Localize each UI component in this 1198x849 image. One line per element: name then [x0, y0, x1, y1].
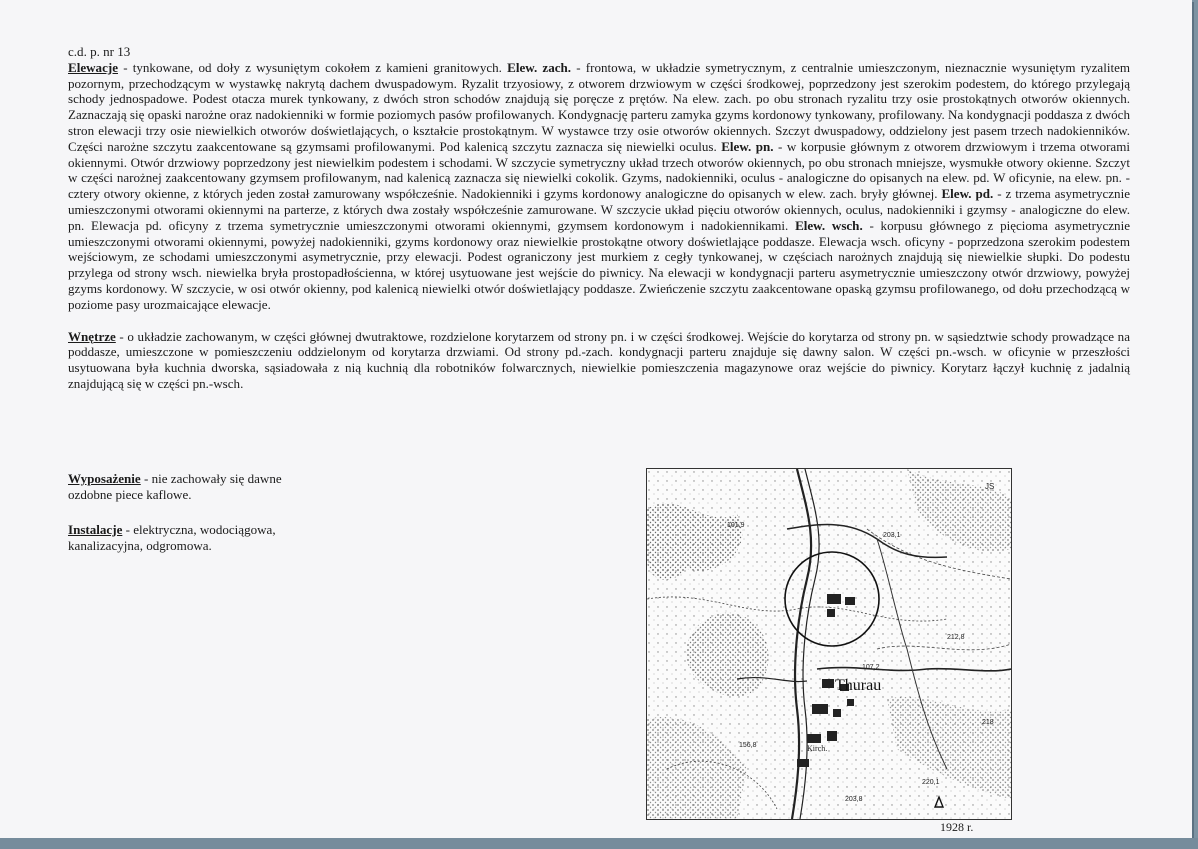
- elewacje-text-4: - z trzema asymetrycznie umieszczonymi otworami okiennymi na parterze, z których dwa zostały współcześnie zamurowane. W szczycie układ pięciu otworów okiennych, oculus, nadokienniki i gzymsy - analogiczne do elew. pn. Elewacja pd. oficyny z trzema symetrycznie umieszczonymi otworami okiennymi, gzymsem kordonowym i nadokiennikami.: [68, 186, 1130, 233]
- reference-line: c.d. p. nr 13: [68, 44, 131, 59]
- elewacje-text-3: - w korpusie głównym z otworem drzwiowym i trzema otworami okiennymi. Otwór drzwiowy poprzedzony jest niewielkim podestem i schodami. W szczycie symetryczny układ trzech otworów okiennych, po obu stronach mniejsze, wysmukłe otwory okienne. Szczyt w części narożnej zaakcentowany gzymsem profilowanym, nad kalenicą zaznacza się niewielki cokolik. Gzyms, nadokienniki, oculus - analogiczne do opisanych na elew. pd. W oficynie, na elew. pn. - cztery otwory okienne, z których jeden został zamurowany współcześnie. Nadokienniki i gzyms kordonowy analogiczne do opisanych w elew. zach. bryły głównej.: [68, 138, 1130, 202]
- map-drawing: [647, 469, 1011, 819]
- elew-pd-label: Elew. pd.: [941, 186, 994, 202]
- elewacje-text-2: - frontowa, w układzie symetrycznym, z centralnie umieszczonym, nieznacznie wysuniętym ryzalitem pozornym, przechodzącym w wystawkę nakrytą dachem dwuspadowym. Ryzalit trzyosiowy, z otworem drzwiowym w części środkowej, poprzedzony jest szerokim podestem, do którego przylegają schody jednospadowe. Podest otacza murek tynkowany, z dwóch stron schodów znajdują się poręcze z prętów. Na elew. zach. po obu stronach ryzalitu trzy osie prostokątnych otworów okiennych. Zaznaczają się opaski narożne oraz nadokienniki w formie poziomych pasów profilowanych. Kondygnację parteru zamyka gzyms kordonowy tynkowany, profilowany. Na kondygnacji poddasza z dwóch stron elewacji trzy osie niewielkich otworów doświetlających, o kształcie prostokątnym. W wystawce trzy osie otworów okiennych. Szczyt dwuspadowy, oddzielony jest pasem trzech nadokienników. Części narożne szczytu zaakcentowane są gzymsami profilowanymi. Pod kalenicą szczytu zaznacza się niewielki oculus.: [68, 59, 1131, 154]
- map-place-label: Thurau: [835, 677, 882, 694]
- map-caption: 1928 r.: [940, 820, 974, 834]
- instalacje-block: [68, 522, 328, 554]
- map-label: 107,2: [862, 664, 880, 671]
- elewacje-text-5: - korpusu głównego z pięcioma asymetrycznie umieszczonymi otworami okiennymi, powyżej nadokienniki, gzyms kordonowy oraz niewielkie prostokątne otwory doświetlające poddasze. Elewacja wsch. oficyny - poprzedzona szerokim podestem wejściowym, ze schodami umieszczonymi asymetrycznie, przy elewacji. Podest ograniczony jest murkiem z cegły tynkowanej, w częściach narożnych znajdują się niewielkie słupki. Do podestu przylega od strony wsch. niewielka bryła prostopadłościenna, w której usytuowane jest wejście do piwnicy. Na elewacji w kondygnacji parteru asymetrycznie umieszczony otwór drzwiowy, powyżej gzyms kordonowy. W szczycie, w osi otwór okienny, pod kalenicą niewielki otwór doświetlający poddasze. Zwieńczenie szczytu zaakcentowane opaską gzymsu profilowanego, od dołu przechodzącą w poziome pasy urozmaicające elewacje.: [68, 217, 1130, 312]
- wnetrze-heading: Wnętrze: [68, 328, 116, 344]
- historical-map: [646, 468, 1012, 820]
- wyposazenie-heading: Wyposażenie: [68, 471, 141, 486]
- wyposazenie-block: [68, 471, 328, 503]
- scan-background-strip: [0, 838, 1198, 849]
- elew-zach-label: Elew. zach.: [507, 59, 572, 75]
- map-label: 203,8: [845, 796, 863, 803]
- map-label: 203,1: [883, 532, 901, 539]
- elewacje-paragraph: [68, 60, 1130, 313]
- elewacje-text-1: - tynkowane, od doły z wysuniętym cokołem z kamieni granitowych.: [118, 59, 508, 75]
- instalacje-line-2: kanalizacyjna, odgromowa.: [68, 537, 212, 553]
- map-label: 156,8: [739, 742, 757, 749]
- instalacje-line-1: - elektryczna, wodociągowa,: [122, 522, 276, 537]
- main-text: [68, 44, 1130, 392]
- map-label: 101,9: [727, 522, 745, 529]
- map-label: 218: [982, 719, 994, 726]
- wnetrze-text: - o układzie zachowanym, w części głównej dwutraktowe, rozdzielone korytarzem od strony pn. i w części środkowej. Wejście do korytarza od strony pn. w sąsiedztwie schody prowadzące na poddasze, umieszczone w pomieszczeniu oddzielonym od korytarza drzwiami. Od strony pd.-zach. kondygnacji parteru znajduje się dawny salon. W części pn.-wsch. w oficynie w przeszłości usytuowana była kuchnia dworska, sąsiadowała z nią kuchnią dla robotników folwarcznych, niewielkie pomieszczenia magazynowe oraz wejście do piwnicy. Korytarz łączył kuchnię z jadalnią znajdującą się w części pn.-wsch.: [68, 328, 1130, 391]
- map-label: 220,1: [922, 779, 940, 786]
- instalacje-heading: Instalacje: [68, 522, 123, 537]
- wnetrze-paragraph: [68, 329, 1130, 392]
- elew-pn-label: Elew. pn.: [721, 138, 774, 154]
- map-label: JS: [985, 482, 995, 491]
- elew-wsch-label: Elew. wsch.: [795, 217, 863, 233]
- wyposazenie-line-2: ozdobne piece kaflowe.: [68, 486, 192, 502]
- elewacje-heading: Elewacje: [68, 59, 118, 75]
- map-label: 212,8: [947, 634, 965, 641]
- map-label: Kirch.: [807, 744, 828, 753]
- wyposazenie-line-1: - nie zachowały się dawne: [140, 471, 282, 486]
